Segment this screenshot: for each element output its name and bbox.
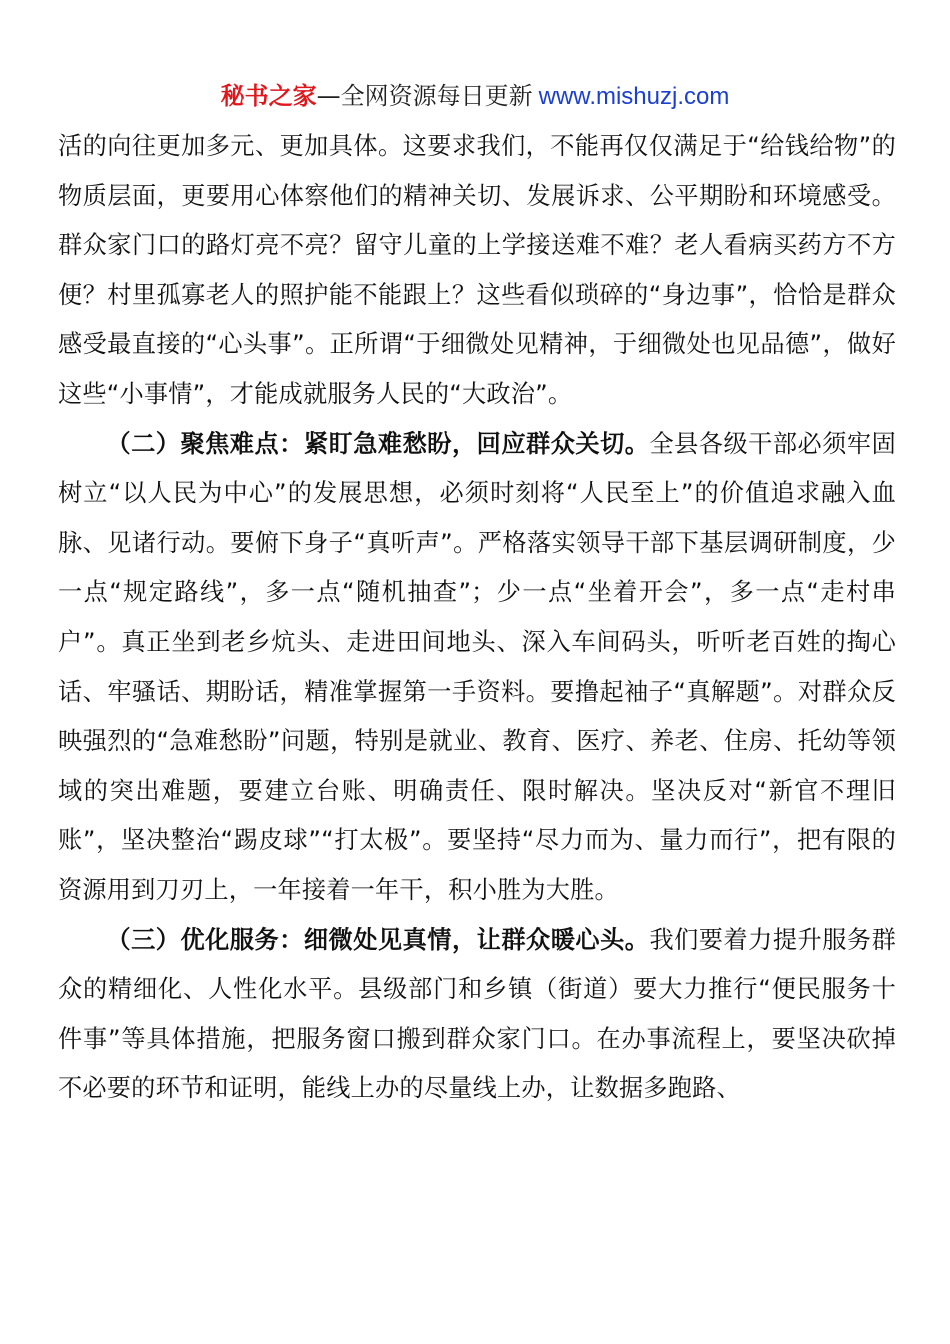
section-2-heading: （二）聚焦难点：紧盯急难愁盼，回应群众关切。	[106, 429, 650, 458]
site-header	[0, 80, 950, 113]
paragraph-2-text: 全县各级干部必须牢固树立“以人民为中心”的发展思想，必须时刻将“人民至上”的价值追求融入血脉、见诸行动。要俯下身子“真听声”。严格落实领导干部下基层调研制度，少一点“规定路线”，多一点“随机抽查”；少一点“坐着开会”，多一点“走村串户”。真正坐到老乡炕头、走进田间地头、深入车间码头，听听老百姓的掏心话、牢骚话、期盼话，精准掌握第一手资料。要撸起袖子“真解题”。对群众反映强烈的“急难愁盼”问题，特别是就业、教育、医疗、养老、住房、托幼等领域的突出难题，要建立台账、明确责任、限时解决。坚决反对“新官不理旧账”，坚决整治“踢皮球”“打太极”。要坚持“尽力而为、量力而行”，把有限的资源用到刀刃上，一年接着一年干，积小胜为大胜。	[58, 429, 896, 904]
paragraph-3	[58, 916, 896, 1114]
paragraph-1	[58, 122, 896, 420]
header-tagline: 全网资源每日更新	[340, 82, 533, 110]
brand-name: 秘书之家	[220, 82, 317, 110]
header-dash: —	[316, 82, 341, 110]
site-url-link[interactable]: www.mishuzj.com	[538, 83, 730, 110]
paragraph-2	[58, 420, 896, 916]
document-body	[58, 122, 896, 1114]
section-3-heading: （三）优化服务：细微处见真情，让群众暖心头。	[106, 925, 650, 954]
paragraph-1-text: 活的向往更加多元、更加具体。这要求我们，不能再仅仅满足于“给钱给物”的物质层面，更要用心体察他们的精神关切、发展诉求、公平期盼和环境感受。群众家门口的路灯亮不亮？留守儿童的上学接送难不难？老人看病买药方不方便？村里孤寡老人的照护能不能跟上？这些看似琐碎的“身边事”，恰恰是群众感受最直接的“心头事”。正所谓“于细微处见精神，于细微处也见品德”，做好这些“小事情”，才能成就服务人民的“大政治”。	[58, 132, 896, 408]
paragraph-3-text: 我们要着力提升服务群众的精细化、人性化水平。县级部门和乡镇（街道）要大力推行“便民服务十件事”等具体措施，把服务窗口搬到群众家门口。在办事流程上，要坚决砍掉不必要的环节和证明，能线上办的尽量线上办，让数据多跑路、	[58, 925, 896, 1103]
